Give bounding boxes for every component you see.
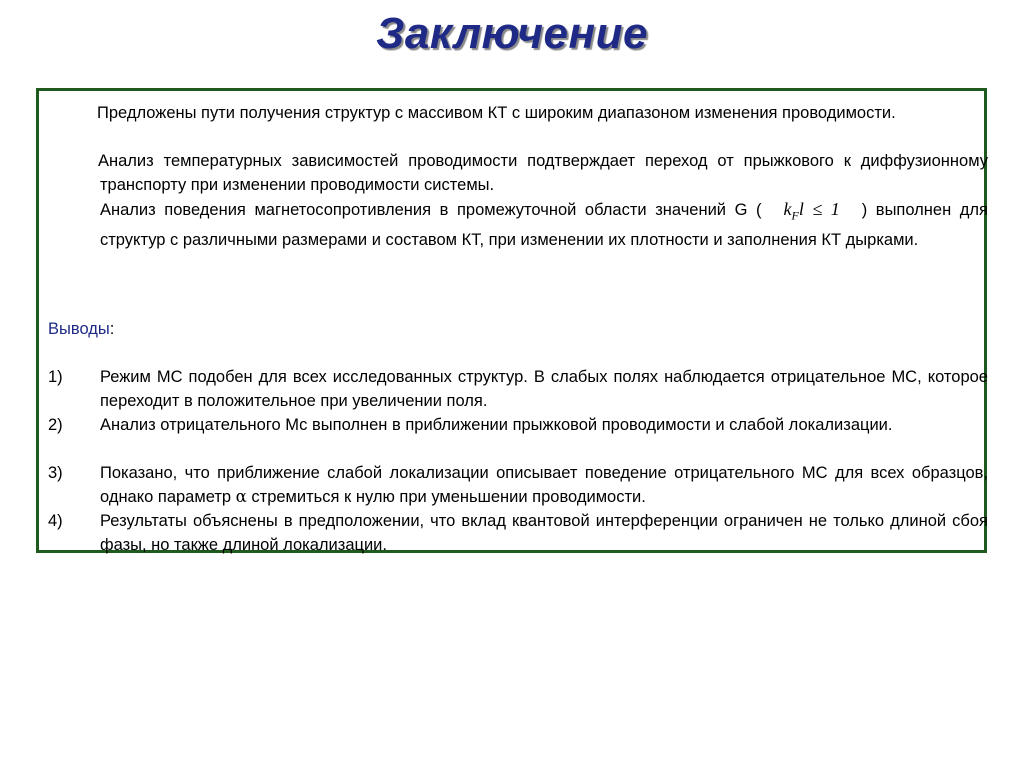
list-item-text: Результаты объяснены в предположении, что вклад квантовой интерференции ограничен не только длиной сбоя фазы, но также длиной локализации. bbox=[100, 512, 988, 554]
slide-title: Заключение bbox=[376, 9, 648, 58]
intro-paragraph-2: Анализ температурных зависимостей проводимости подтверждает переход от прыжкового к диффузионному транспорту при изменении проводимости системы. bbox=[98, 152, 988, 194]
formula-rest: l ≤ 1 bbox=[798, 199, 840, 219]
formula-k: k bbox=[783, 199, 792, 219]
alpha-symbol: α bbox=[235, 487, 247, 506]
paragraph-3-text-after: ) выполнен для структур с различными размерами и составом КТ, при изменении их плотности и заполнения КТ дырками. bbox=[100, 201, 988, 249]
list-item-number: 2) bbox=[48, 416, 63, 434]
formula-subscript-f: F bbox=[791, 208, 799, 223]
paragraph-3-text-before: Анализ поведения магнетосопротивления в промежуточной области значений G ( bbox=[100, 201, 762, 219]
conclusions-colon: : bbox=[109, 320, 115, 338]
list-item-number: 1) bbox=[48, 368, 63, 386]
list-item-text: Анализ отрицательного Мс выполнен в приближении прыжковой проводимости и слабой локализации. bbox=[100, 416, 893, 434]
list-item-text: Режим МС подобен для всех исследованных структур. В слабых полях наблюдается отрицательное МС, которое переходит в положительное при увеличении поля. bbox=[100, 368, 988, 410]
intro-paragraph-1: Предложены пути получения структур с массивом КТ с широким диапазоном изменения проводимости. bbox=[97, 104, 896, 122]
content-box bbox=[36, 88, 987, 553]
conclusions-heading bbox=[48, 317, 114, 341]
intro-paragraph-3 bbox=[100, 197, 988, 252]
conclusions-label: Выводы bbox=[48, 320, 110, 338]
list-item-number: 3) bbox=[48, 464, 63, 482]
formula-kfl bbox=[783, 199, 840, 223]
item-3-text-before: Показано, что приближение слабой локализации описывает поведение отрицательного МС для всех образцов, однако параметр bbox=[100, 464, 988, 506]
list-item-text bbox=[100, 461, 988, 509]
item-3-text-after: стремиться к нулю при уменьшении проводимости. bbox=[246, 488, 646, 506]
list-item-number: 4) bbox=[48, 512, 63, 530]
